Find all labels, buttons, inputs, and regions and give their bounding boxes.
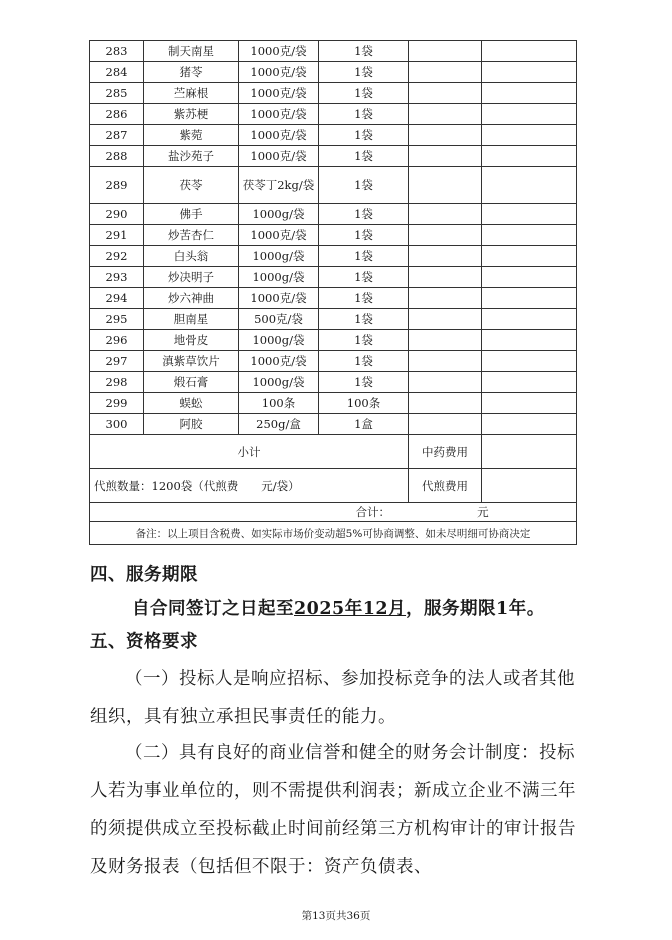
medicine-spec: 1000克/袋 (239, 62, 319, 83)
table-row (90, 351, 577, 372)
row-number: 300 (90, 414, 144, 435)
total-row (90, 503, 577, 522)
medicine-name: 苎麻根 (144, 83, 239, 104)
medicine-spec: 1000克/袋 (239, 288, 319, 309)
herb-cost-value (482, 435, 577, 469)
row-number: 298 (90, 372, 144, 393)
qualification-2: （二）具有良好的商业信誉和健全的财务会计制度：投标人若为事业单位的，则不需提供利润表；新成立企业不满三年的须提供成立至投标截止时间前经第三方机构审计的审计报告及财务报表（包括但不限于：资产负债表、 (90, 743, 576, 877)
table-row (90, 204, 577, 225)
note-text: 备注：以上项目含税费、如实际市场价变动超5%可协商调整、如未尽明细可协商决定 (90, 522, 577, 545)
medicine-qty: 1袋 (319, 104, 409, 125)
medicine-spec: 1000g/袋 (239, 204, 319, 225)
price-cell (409, 62, 482, 83)
service-date: 2025年12月 (294, 599, 407, 619)
decoct-row (90, 469, 577, 503)
price-cell (409, 246, 482, 267)
qualification-heading: 五、资格要求 (90, 632, 198, 652)
table-row (90, 393, 577, 414)
table-row (90, 146, 577, 167)
medicine-qty: 1袋 (319, 146, 409, 167)
row-number: 290 (90, 204, 144, 225)
medicine-qty: 1袋 (319, 330, 409, 351)
medicine-spec: 茯苓丁2kg/袋 (239, 167, 319, 204)
medicine-spec: 500克/袋 (239, 309, 319, 330)
amount-cell (482, 288, 577, 309)
table-row (90, 83, 577, 104)
amount-cell (482, 351, 577, 372)
row-number: 296 (90, 330, 144, 351)
table-row (90, 62, 577, 83)
price-cell (409, 41, 482, 62)
row-number: 283 (90, 41, 144, 62)
medicine-name: 炒苦杏仁 (144, 225, 239, 246)
medicine-spec: 1000g/袋 (239, 372, 319, 393)
amount-cell (482, 246, 577, 267)
medicine-spec: 1000g/袋 (239, 267, 319, 288)
table-row (90, 309, 577, 330)
row-number: 292 (90, 246, 144, 267)
amount-cell (482, 83, 577, 104)
price-cell (409, 83, 482, 104)
price-cell (409, 351, 482, 372)
medicine-name: 猪苓 (144, 62, 239, 83)
medicine-name: 蜈蚣 (144, 393, 239, 414)
medicine-spec: 1000克/袋 (239, 41, 319, 62)
amount-cell (482, 167, 577, 204)
medicine-qty: 1袋 (319, 351, 409, 372)
row-number: 291 (90, 225, 144, 246)
amount-cell (482, 41, 577, 62)
price-cell (409, 309, 482, 330)
table-row (90, 414, 577, 435)
price-cell (409, 414, 482, 435)
amount-cell (482, 330, 577, 351)
subtotal-row (90, 435, 577, 469)
decoct-cost-label: 代煎费用 (409, 469, 482, 503)
medicine-qty: 1袋 (319, 309, 409, 330)
price-cell (409, 125, 482, 146)
medicine-spec: 1000克/袋 (239, 146, 319, 167)
medicine-spec: 1000克/袋 (239, 83, 319, 104)
amount-cell (482, 125, 577, 146)
table-row (90, 267, 577, 288)
medicine-qty: 1袋 (319, 83, 409, 104)
price-cell (409, 167, 482, 204)
row-number: 294 (90, 288, 144, 309)
medicine-qty: 1盒 (319, 414, 409, 435)
amount-cell (482, 393, 577, 414)
table-row (90, 104, 577, 125)
medicine-name: 茯苓 (144, 167, 239, 204)
amount-cell (482, 225, 577, 246)
service-heading: 四、服务期限 (90, 565, 198, 585)
row-number: 288 (90, 146, 144, 167)
row-number: 285 (90, 83, 144, 104)
medicine-name: 阿胶 (144, 414, 239, 435)
table-row (90, 41, 577, 62)
medicine-name: 地骨皮 (144, 330, 239, 351)
medicine-name: 炒决明子 (144, 267, 239, 288)
medicine-name: 制天南星 (144, 41, 239, 62)
table-row (90, 225, 577, 246)
medicine-name: 滇紫草饮片 (144, 351, 239, 372)
amount-cell (482, 62, 577, 83)
medicine-spec: 1000g/袋 (239, 246, 319, 267)
subtotal-label: 小计 (90, 435, 409, 469)
price-cell (409, 393, 482, 414)
page-footer: 第13页共36页 (301, 910, 371, 922)
medicine-name: 胆南星 (144, 309, 239, 330)
service-text: 自合同签订之日起至2025年12月，服务期限1年。 (132, 599, 545, 619)
row-number: 295 (90, 309, 144, 330)
price-cell (409, 225, 482, 246)
price-cell (409, 330, 482, 351)
table-row (90, 246, 577, 267)
medicine-qty: 1袋 (319, 125, 409, 146)
medicine-spec: 1000克/袋 (239, 225, 319, 246)
medicine-name: 煅石膏 (144, 372, 239, 393)
amount-cell (482, 267, 577, 288)
price-cell (409, 288, 482, 309)
total-unit: 元 (477, 505, 489, 519)
row-number: 299 (90, 393, 144, 414)
table-row (90, 167, 577, 204)
decoct-qty-label: 代煎数量：1200袋（代煎费 元/袋） (90, 469, 409, 503)
total-label: 合计： (355, 505, 390, 519)
medicine-qty: 100条 (319, 393, 409, 414)
row-number: 286 (90, 104, 144, 125)
table-row (90, 372, 577, 393)
price-cell (409, 146, 482, 167)
row-number: 287 (90, 125, 144, 146)
medicine-name: 佛手 (144, 204, 239, 225)
medicine-qty: 1袋 (319, 204, 409, 225)
medicine-name: 紫苏梗 (144, 104, 239, 125)
medicine-spec: 100条 (239, 393, 319, 414)
amount-cell (482, 309, 577, 330)
medicine-qty: 1袋 (319, 288, 409, 309)
medicine-qty: 1袋 (319, 372, 409, 393)
medicine-name: 紫菀 (144, 125, 239, 146)
price-cell (409, 372, 482, 393)
medicine-qty: 1袋 (319, 41, 409, 62)
medicine-spec: 1000克/袋 (239, 125, 319, 146)
row-number: 289 (90, 167, 144, 204)
amount-cell (482, 146, 577, 167)
table-row (90, 125, 577, 146)
amount-cell (482, 104, 577, 125)
qualification-1: （一）投标人是响应招标、参加投标竞争的法人或者其他组织，具有独立承担民事责任的能力。 (90, 669, 575, 727)
amount-cell (482, 414, 577, 435)
price-cell (409, 204, 482, 225)
medicine-spec: 250g/盒 (239, 414, 319, 435)
medicine-table (89, 40, 577, 545)
herb-cost-label: 中药费用 (409, 435, 482, 469)
medicine-spec: 1000g/袋 (239, 330, 319, 351)
table-row (90, 288, 577, 309)
medicine-name: 白头翁 (144, 246, 239, 267)
decoct-cost-value (482, 469, 577, 503)
price-cell (409, 267, 482, 288)
price-cell (409, 104, 482, 125)
medicine-qty: 1袋 (319, 267, 409, 288)
table-row (90, 330, 577, 351)
medicine-qty: 1袋 (319, 167, 409, 204)
medicine-spec: 1000克/袋 (239, 351, 319, 372)
medicine-qty: 1袋 (319, 246, 409, 267)
row-number: 297 (90, 351, 144, 372)
medicine-qty: 1袋 (319, 62, 409, 83)
row-number: 293 (90, 267, 144, 288)
medicine-spec: 1000克/袋 (239, 104, 319, 125)
medicine-name: 盐沙苑子 (144, 146, 239, 167)
amount-cell (482, 372, 577, 393)
row-number: 284 (90, 62, 144, 83)
amount-cell (482, 204, 577, 225)
note-row (90, 522, 577, 545)
medicine-qty: 1袋 (319, 225, 409, 246)
medicine-name: 炒六神曲 (144, 288, 239, 309)
